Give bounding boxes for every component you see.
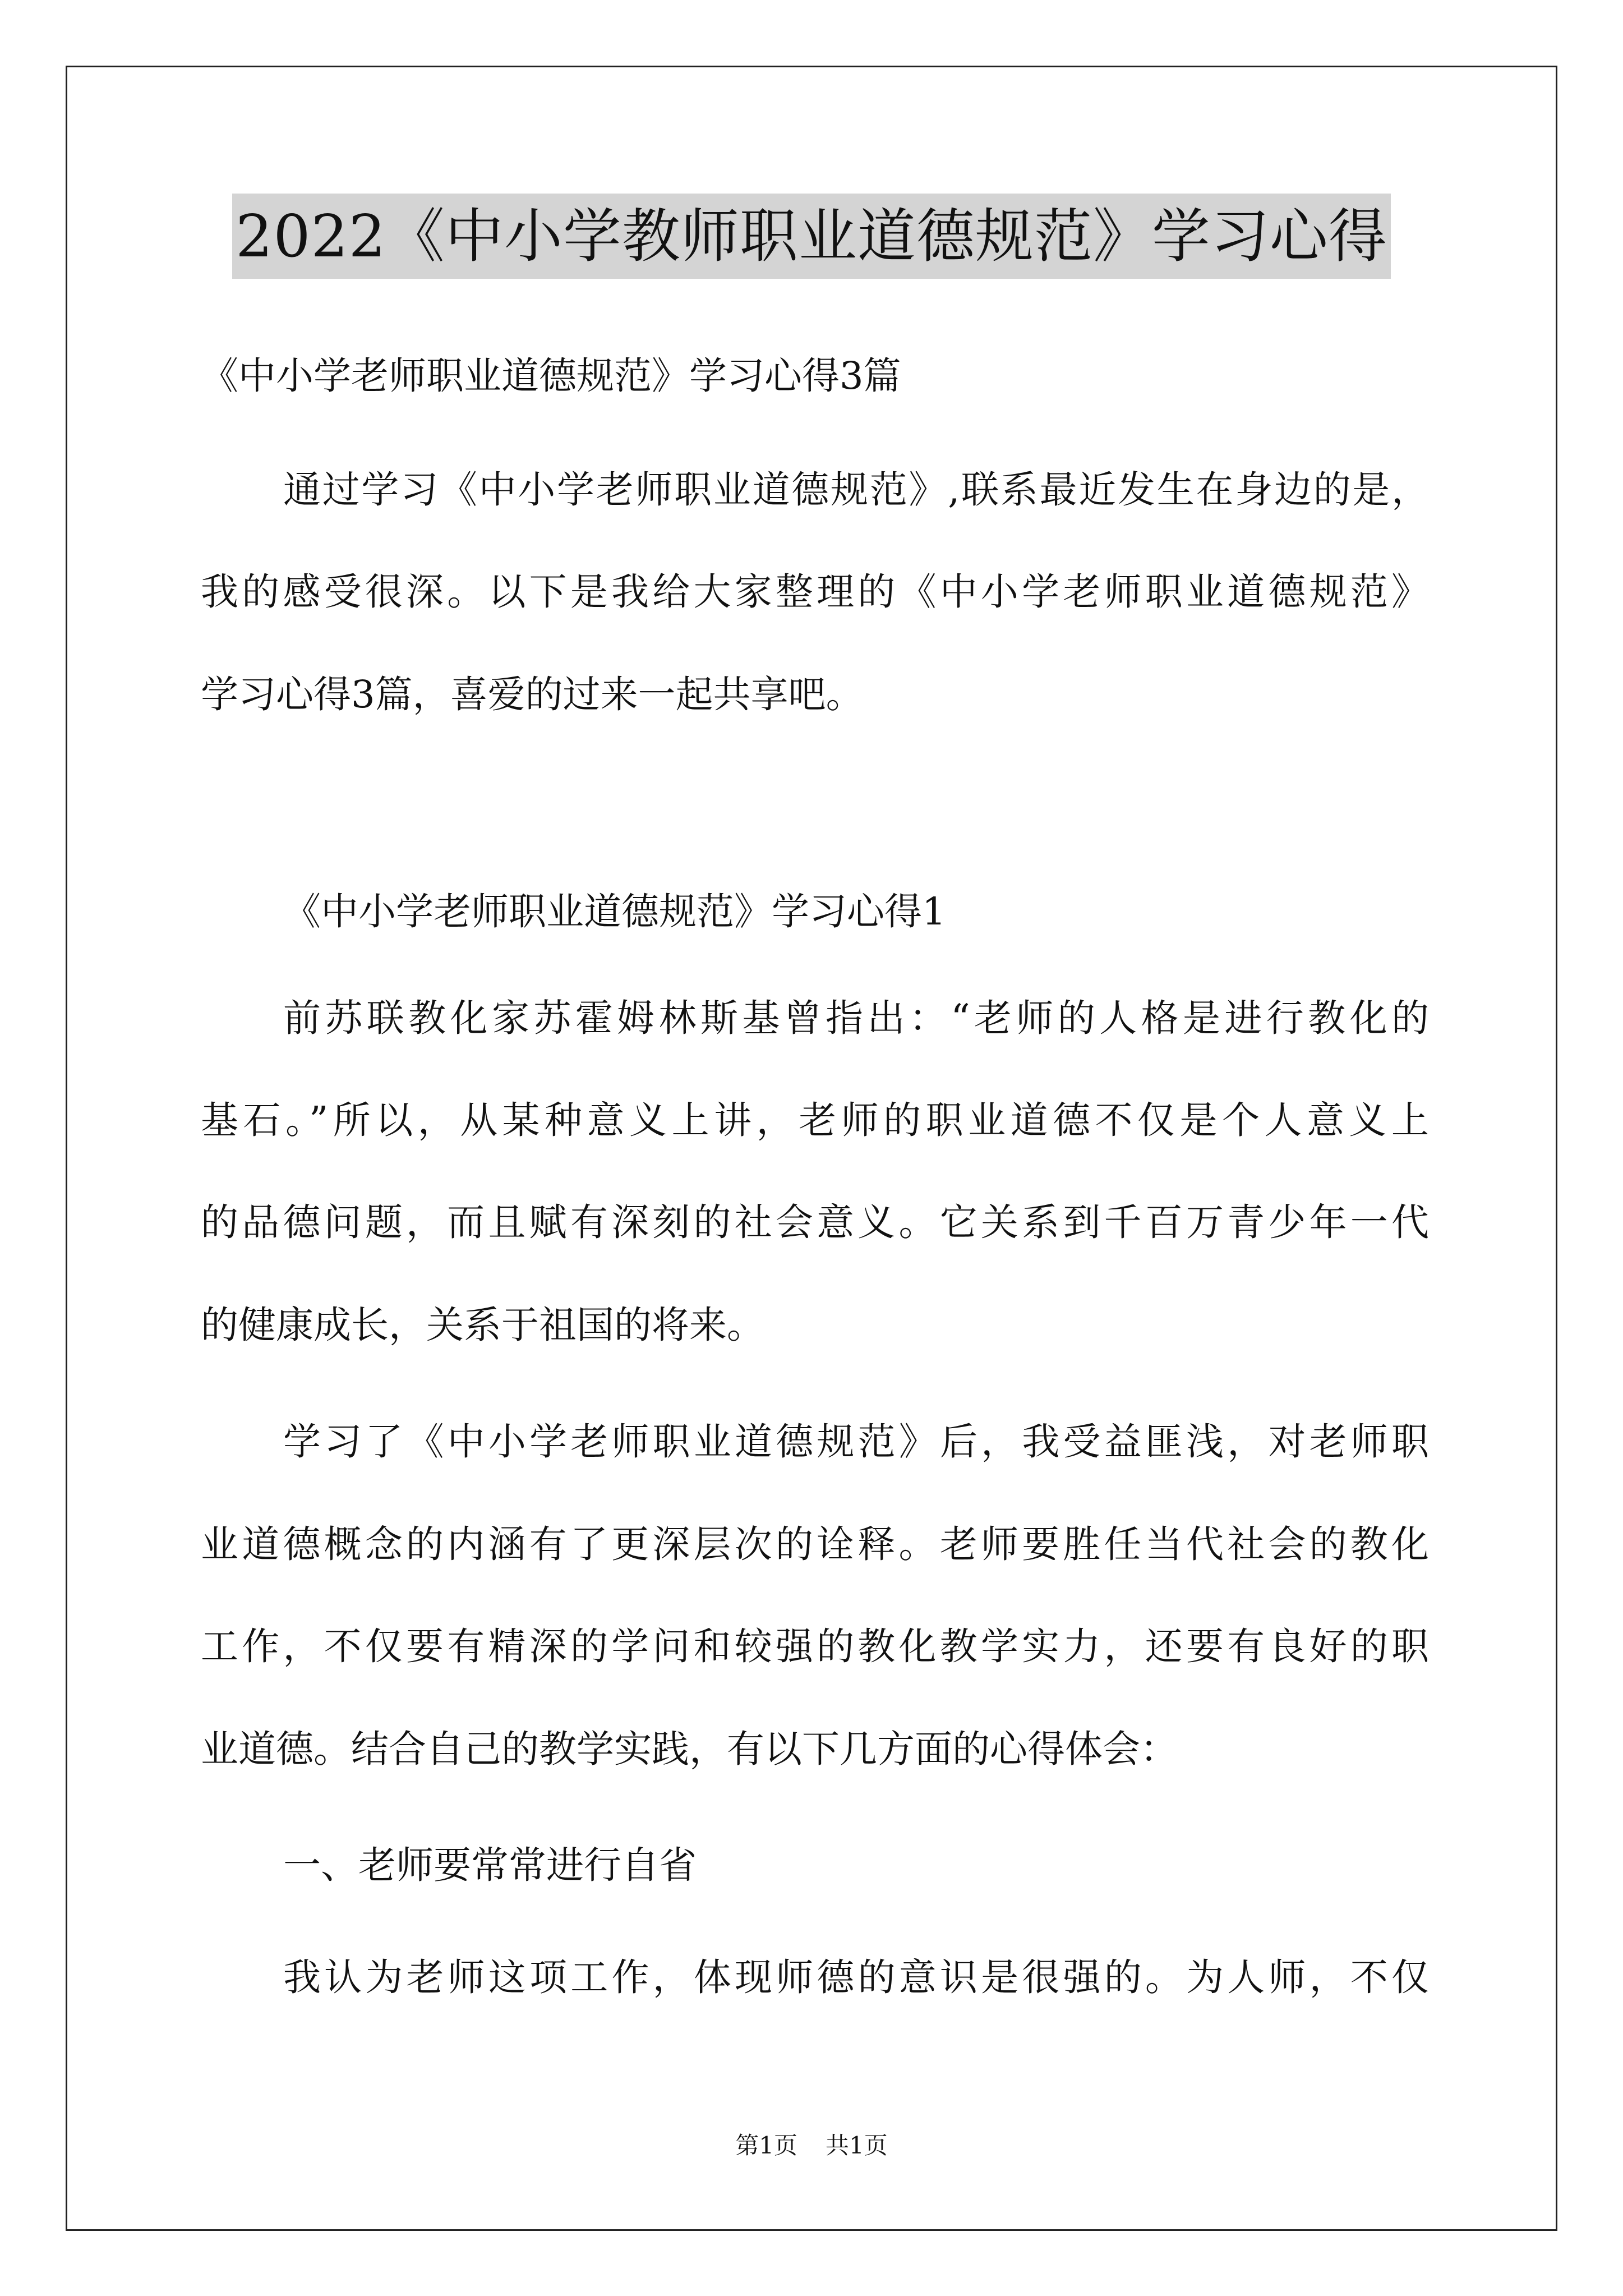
paragraph-line: 业道德概念的内涵有了更深层次的诠释。老师要胜任当代社会的教化	[201, 1522, 1429, 1566]
point-heading: 一、老师要常常进行自省	[283, 1843, 697, 1887]
intro-line: 学习心得3篇，喜爱的过来一起共享吧。	[201, 673, 864, 716]
page-number: 第1页	[735, 2132, 797, 2159]
page-total: 共1页	[826, 2132, 888, 2159]
paragraph-line: 的品德问题，而且赋有深刻的社会意义。它关系到千百万青少年一代	[201, 1200, 1429, 1244]
paragraph-line: 的健康成长，关系于祖国的将来。	[201, 1303, 764, 1347]
paragraph-line: 基石。”所以，从某种意义上讲，老师的职业道德不仅是个人意义上	[201, 1098, 1429, 1142]
paragraph-line: 学习了《中小学老师职业道德规范》后，我受益匪浅，对老师职	[283, 1420, 1429, 1464]
section-heading: 《中小学老师职业道德规范》学习心得1	[283, 890, 946, 933]
paragraph-line: 前苏联教化家苏霍姆林斯基曾指出：“老师的人格是进行教化的	[283, 996, 1429, 1040]
paragraph-line: 工作，不仅要有精深的学问和较强的教化教学实力，还要有良好的职	[201, 1625, 1429, 1668]
title-container	[0, 194, 1623, 279]
intro-line: 通过学习《中小学老师职业道德规范》,联系最近发生在身边的是，	[283, 468, 1429, 512]
intro-line: 我的感受很深。以下是我给大家整理的《中小学老师职业道德规范》	[201, 570, 1429, 614]
paragraph-line: 我认为老师这项工作，体现师德的意识是很强的。为人师，不仅	[283, 1955, 1429, 1999]
paragraph-line: 业道德。结合自己的教学实践，有以下几方面的心得体会：	[201, 1727, 1178, 1771]
document-title: 2022《中小学教师职业道德规范》学习心得	[232, 194, 1391, 279]
page-footer	[0, 2129, 1623, 2162]
document-subtitle: 《中小学老师职业道德规范》学习心得3篇	[201, 354, 901, 398]
